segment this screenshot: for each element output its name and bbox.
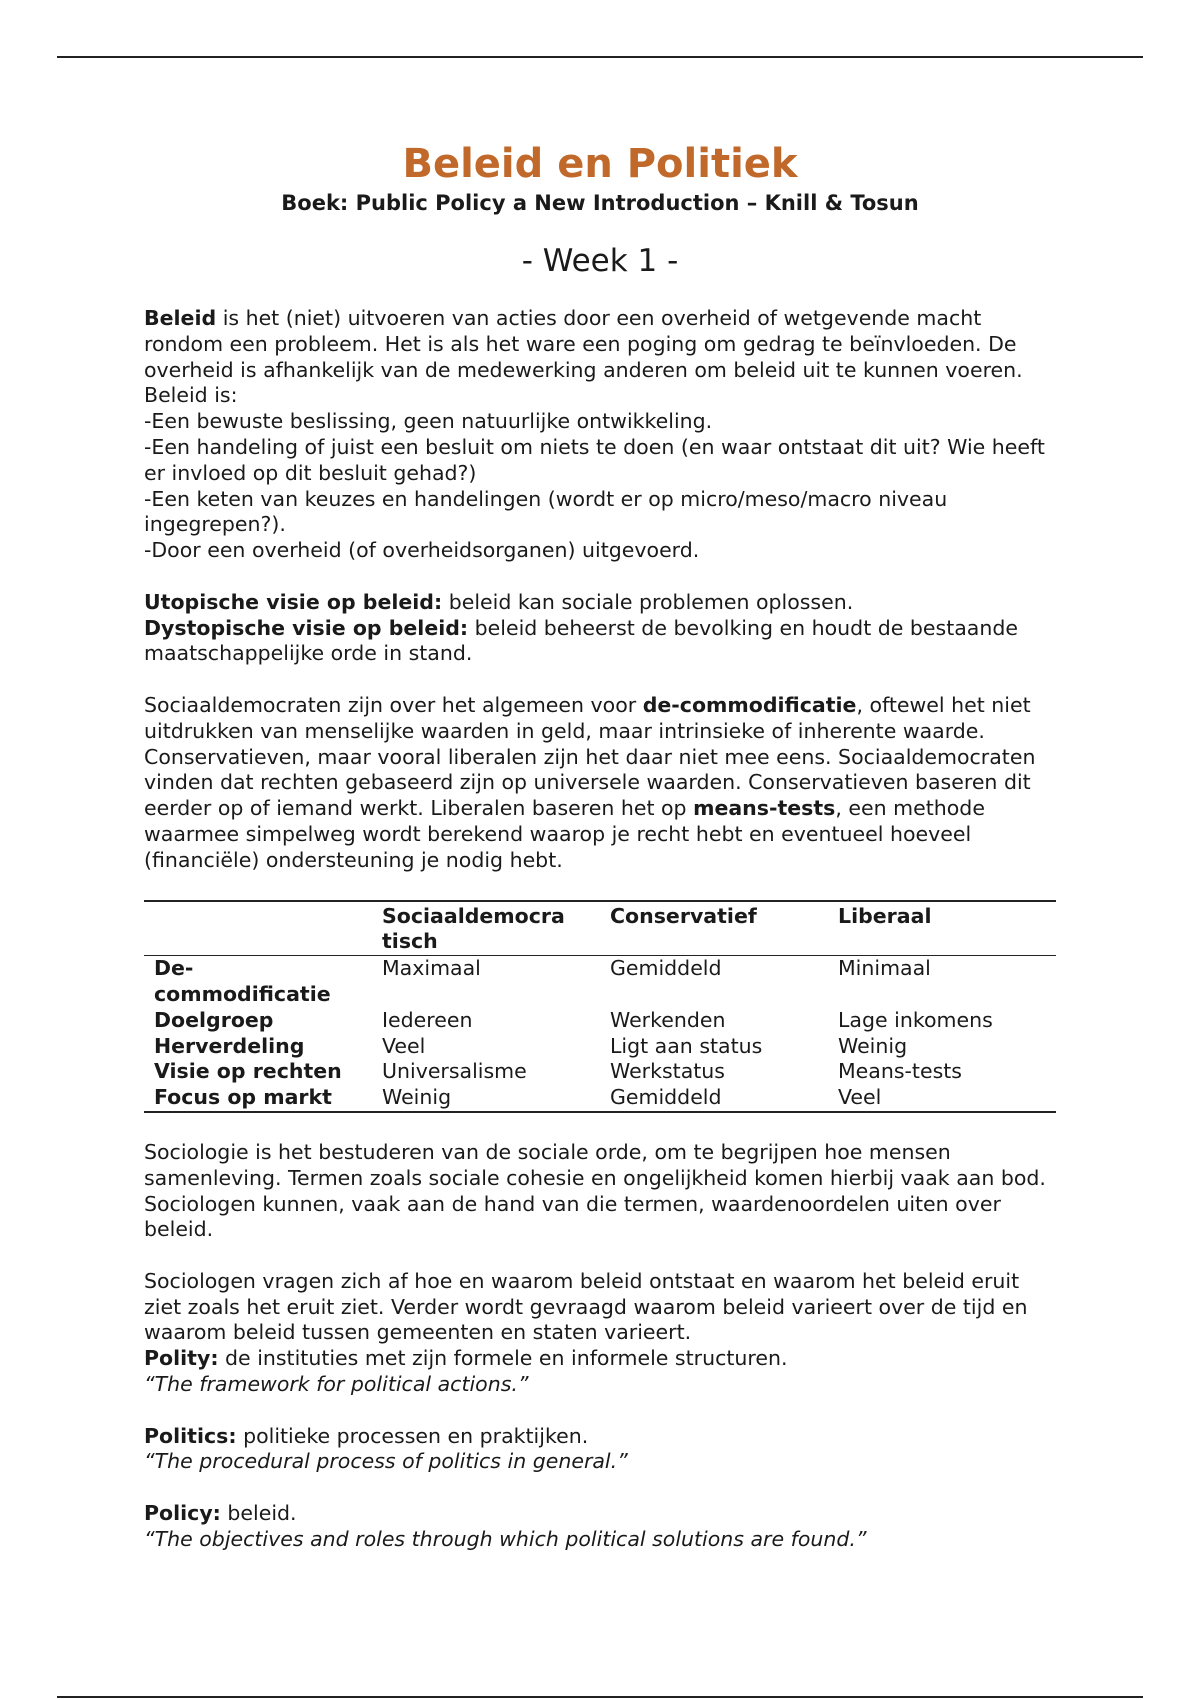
dystopian-text: beleid beheerst de bevolking en houdt de bestaande maatschappelijke orde in stand. (144, 615, 1018, 666)
bottom-rule (57, 1696, 1143, 1698)
table-row (144, 1008, 1056, 1034)
table-cell: Veel (382, 1033, 426, 1058)
dystopian-label: Dystopische visie op beleid: (144, 615, 469, 640)
table-cell: Veel (838, 1085, 882, 1110)
book-subtitle: Boek: Public Policy a New Introduction – Knill & Tosun (281, 191, 919, 215)
politics-text: politieke processen en praktijken. (236, 1423, 589, 1448)
table-row (144, 1059, 1056, 1085)
document-body (144, 306, 1060, 1553)
week-heading: - Week 1 - (521, 243, 679, 279)
table-cell: Means-tests (838, 1059, 962, 1084)
decom-part-1: Sociaaldemocraten zijn over het algemeen voor (144, 692, 643, 717)
table-cell: Ligt aan status (610, 1033, 763, 1058)
document-title: Beleid en Politiek (402, 141, 798, 187)
utopian-text: beleid kan sociale problemen oplossen. (442, 589, 854, 614)
row-label: De-commodificatie (154, 956, 331, 1006)
politics-label: Politics: (144, 1423, 237, 1448)
table-header-row (144, 901, 1056, 956)
table-row (144, 956, 1056, 1008)
table-cell: Gemiddeld (610, 956, 722, 981)
row-label: Doelgroep (154, 1007, 274, 1032)
sociology-paragraph: Sociologie is het bestuderen van de sociale orde, om te begrijpen hoe mensen samenleving. Termen zoals sociale cohesie en ongelijkheid komen hierbij vaak aan bod. Sociologen kunnen, vaak aan de hand van die termen, waardenoordelen uiten over beleid. (144, 1139, 1046, 1242)
table-header-cell: Liberaal (828, 901, 1056, 956)
table-cell: Werkenden (610, 1007, 726, 1032)
polity-label: Polity: (144, 1346, 219, 1371)
means-tests-term: means-tests (693, 796, 836, 821)
utopian-label: Utopische visie op beleid: (144, 589, 443, 614)
row-label: Focus op markt (154, 1085, 332, 1110)
dystopian-vision (144, 616, 1060, 668)
intro-text: is het (niet) uitvoeren van acties door een overheid of wetgevende macht rondom een probleem. Het is als het ware een poging om gedrag te beïnvloeden. De overheid is afhankelijk van de medewerking anderen om beleid uit te kunnen voeren. Beleid is: (144, 306, 1023, 408)
decom-part-2: , oftewel het niet uitdrukken van menselijke waarden in geld, maar intrinsieke of inherente waarde. Conservatieven, maar vooral liberalen zijn het daar niet mee eens. Sociaaldemocraten vinden dat rechten gebaseerd zijn op universele waarden. Conservatieven baseren dit eerder op of iemand werkt. Liberalen baseren het op (144, 692, 1036, 821)
table-cell: Lage inkomens (838, 1007, 993, 1032)
decom-part-3: , een methode waarmee simpelweg wordt berekend waarop je recht hebt en eventueel hoeveel (financiële) ondersteuning je nodig hebt. (144, 796, 985, 872)
policy-label: Policy: (144, 1501, 221, 1526)
utopian-vision (144, 590, 1060, 616)
table-row (144, 1085, 1056, 1112)
table-cell: Weinig (838, 1033, 908, 1058)
table-header-cell: Conservatief (600, 901, 828, 956)
intro-bullet: -Een handeling of juist een besluit om niets te doen (en waar ontstaat dit uit? Wie heeft er invloed op dit besluit gehad?) (144, 434, 1045, 485)
welfare-comparison-table (144, 900, 1056, 1113)
table-cell: Gemiddeld (610, 1085, 722, 1110)
table-header-cell (144, 901, 372, 956)
polity-definition (144, 1346, 1060, 1372)
table-cell: Iedereen (382, 1007, 473, 1032)
decom-term: de-commodificatie (642, 692, 857, 717)
polity-quote-text: “The framework for political actions.” (144, 1372, 529, 1397)
politics-quote-text: “The procedural process of politics in general.” (144, 1449, 628, 1474)
policy-quote-text: “The objectives and roles through which political solutions are found.” (144, 1526, 867, 1551)
table-row (144, 1034, 1056, 1060)
politics-definition (144, 1424, 1060, 1450)
table-cell: Maximaal (382, 956, 481, 981)
table-header-cell: Sociaaldemocra tisch (372, 901, 600, 956)
table-cell: Weinig (382, 1085, 452, 1110)
policy-quote (144, 1527, 1060, 1553)
polity-quote (144, 1372, 1060, 1398)
intro-term: Beleid (144, 306, 217, 330)
intro-bullet: -Een bewuste beslissing, geen natuurlijke ontwikkeling. (144, 409, 713, 434)
table-cell: Werkstatus (610, 1059, 725, 1084)
table-cell: Universalisme (382, 1059, 527, 1084)
decommodification-paragraph (144, 693, 1060, 874)
policy-definition (144, 1501, 1060, 1527)
top-rule (57, 56, 1143, 58)
politics-quote (144, 1449, 1060, 1475)
intro-paragraph (144, 306, 1060, 409)
polity-text: de instituties met zijn formele en informele structuren. (218, 1346, 788, 1371)
sociologists-paragraph: Sociologen vragen zich af hoe en waarom beleid ontstaat en waarom het beleid eruit ziet zoals het eruit ziet. Verder wordt gevraagd waarom beleid varieert over de tijd en waarom beleid tussen gemeenten en staten varieert. (144, 1268, 1028, 1345)
row-label: Herverdeling (154, 1033, 305, 1058)
intro-bullet: -Door een overheid (of overheidsorganen) uitgevoerd. (144, 538, 700, 563)
policy-text: beleid. (220, 1501, 297, 1526)
row-label: Visie op rechten (154, 1059, 342, 1084)
table-cell: Minimaal (838, 956, 931, 981)
intro-bullet: -Een keten van keuzes en handelingen (wordt er op micro/meso/macro niveau ingegrepen?). (144, 486, 948, 537)
